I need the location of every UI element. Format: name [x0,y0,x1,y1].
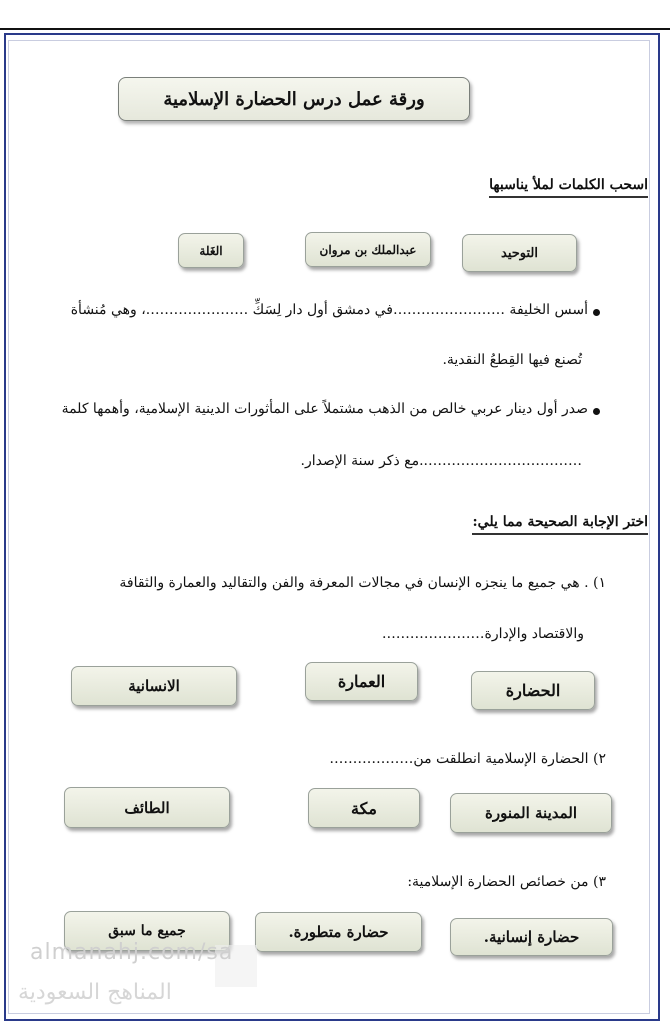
bullet-2 [593,408,600,415]
word-ghalla-button[interactable]: الغَلة [178,233,244,268]
mcq-2-text: ٢) الحضارة الإسلامية انطلقت من……………… [329,751,606,767]
mcq-3-text: ٣) من خصائص الحضارة الإسلامية: [407,874,606,890]
mcq-3-option-humane[interactable]: حضارة إنسانية. [450,918,613,956]
word-tawhid-button[interactable]: التوحيد [462,234,577,272]
mcq-1-option-architecture[interactable]: العمارة [305,662,418,701]
drag-words-heading: اسحب الكلمات لملأ يناسبها [489,177,648,198]
mcq-1-option-civilization[interactable]: الحضارة [471,671,595,710]
mcq-2-option-madinah[interactable]: المدينة المنورة [450,793,612,833]
mcq-1-option-humanity[interactable]: الانسانية [71,666,237,706]
fill-question-1-line2: تُصنع فيها القِطعُ النقدية. [442,352,582,368]
mcq-3-option-all[interactable]: جميع ما سبق [64,911,230,951]
watermark-name: المناهج السعودية [18,980,172,1005]
bullet-1 [593,309,600,316]
word-abdulmalik-button[interactable]: عبدالملك بن مروان [305,232,431,267]
fill-question-2-line2: ……………………………..مع ذكر سنة الإصدار. [300,453,582,469]
mcq-2-option-taif[interactable]: الطائف [64,787,230,828]
fill-question-1-line1: أسس الخليفة ……………………في دمشق أول دار لِسَكِّ ………………….، وهي مُنشأة [70,302,588,318]
mcq-1-line2: والاقتصاد والإدارة…………………. [382,626,584,642]
mcq-3-option-advanced[interactable]: حضارة متطورة. [255,912,422,952]
worksheet-title: ورقة عمل درس الحضارة الإسلامية [118,77,470,121]
top-rule [0,0,670,30]
mcq-2-option-makkah[interactable]: مكة [308,788,420,828]
choose-answer-heading: اختر الإجابة الصحيحة مما يلي: [472,514,648,535]
watermark-site: almanahj.com/sa [30,940,234,965]
mcq-1-line1: ١) . هي جميع ما ينجزه الإنسان في مجالات المعرفة والفن والتقاليد والعمارة والثقافة [119,575,606,591]
fill-question-2-line1: صدر أول دينار عربي خالص من الذهب مشتملاً على المأثورات الدينية الإسلامية، وأهمها كلمة [61,401,588,417]
